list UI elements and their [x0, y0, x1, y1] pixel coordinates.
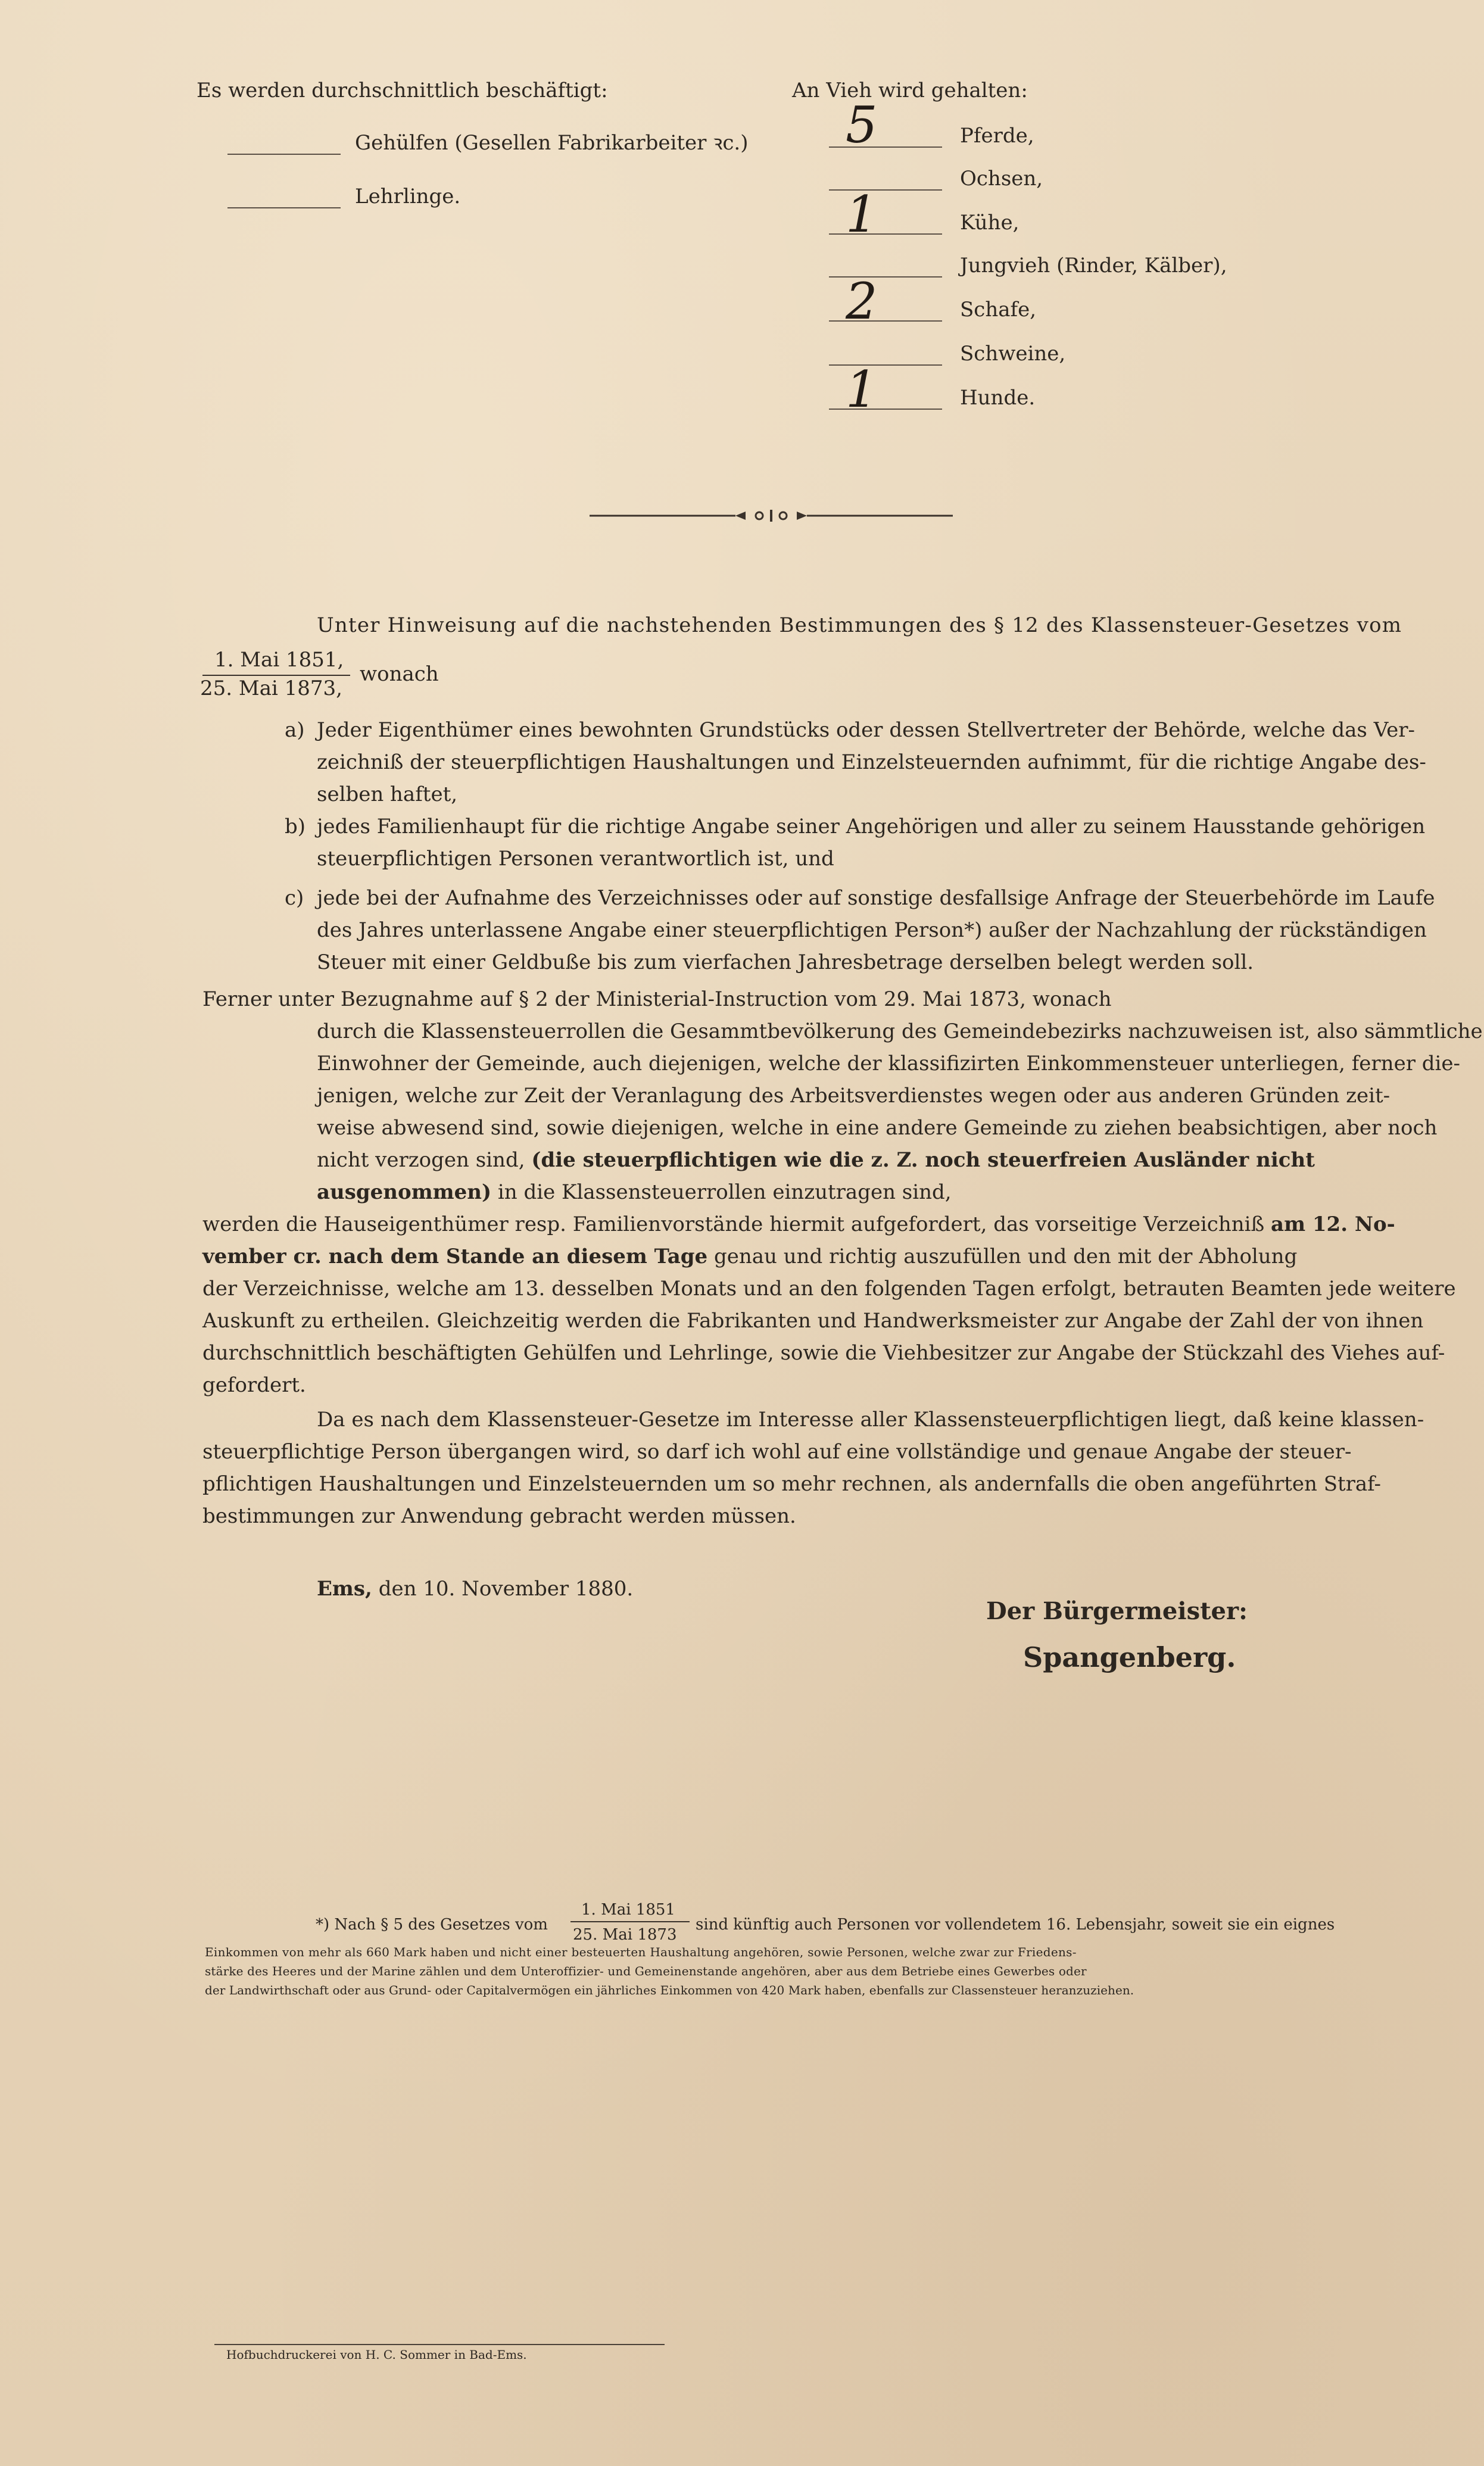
closing-line-4: gefordert.	[202, 1373, 306, 1397]
employment-label-2: Lehrlinge.	[355, 185, 461, 208]
vember-line	[202, 1245, 1297, 1268]
employment-heading: Es werden durchschnittlich beschäftigt:	[197, 79, 608, 102]
closing-line-2: Auskunft zu ertheilen. Gleichzeitig werden die Fabrikanten und Handwerksmeister zur Angabe der Zahl der von ihnen	[202, 1309, 1424, 1333]
ferner-sub-1: durch die Klassensteuerrollen die Gesammtbevölkerung des Gemeindebezirks nachzuweisen ist, also sämmtliche	[317, 1020, 1483, 1043]
dateline-place: Ems,	[317, 1577, 372, 1601]
footnote-date-top: 1. Mai 1851	[581, 1901, 675, 1919]
footnote-pre: *) Nach § 5 des Gesetzes vom	[316, 1916, 548, 1934]
closing-line-1: der Verzeichnisse, welche am 13. desselben Monats und an den folgenden Tagen erfolgt, betrauten Beamten jede weitere	[202, 1277, 1456, 1301]
footnote-line-3: der Landwirthschaft oder aus Grund- oder Capitalvermögen ein jährliches Einkommen von 420 Mark haben, ebenfalls zur Classensteuer heranzuziehen.	[205, 1983, 1134, 1997]
auslaender-bold: (die steuerpflichtigen wie die z. Z. noch steuerfreien Ausländer nicht	[531, 1148, 1315, 1172]
ausgenommen-rest: in die Klassensteuerrollen einzutragen sind,	[497, 1180, 952, 1204]
dateline-date: den 10. November 1880.	[378, 1577, 634, 1601]
vember-rest: genau und richtig auszufüllen und den mit der Abholung	[713, 1245, 1298, 1268]
printer-rule	[214, 2344, 665, 2345]
nicht-verzogen-text: nicht verzogen sind,	[317, 1148, 525, 1172]
ferner-line: Ferner unter Bezugnahme auf § 2 der Ministerial-Instruction vom 29. Mai 1873, wonach	[202, 987, 1112, 1011]
livestock-heading: An Vieh wird gehalten:	[792, 79, 1028, 102]
livestock-label-young-cattle: Jungvieh (Rinder, Kälber),	[960, 254, 1227, 278]
item-c-line-1: jede bei der Aufnahme des Verzeichnisses oder auf sonstige desfallsige Anfrage der Steuerbehörde im Laufe	[317, 886, 1435, 910]
item-b-line-2: steuerpflichtigen Personen verantwortlich ist, und	[317, 847, 834, 871]
da-line-3: pflichtigen Haushaltungen und Einzelsteuernden um so mehr rechnen, als andernfalls die oben angeführten Straf-	[202, 1472, 1382, 1496]
law-date-top: 1. Mai 1851,	[214, 648, 344, 672]
employment-blank-1[interactable]	[227, 154, 341, 155]
werden-text: werden die Hauseigenthümer resp. Familienvorstände hiermit aufgefordert, das vorseitige Verzeichniß	[202, 1212, 1265, 1236]
employment-blank-2[interactable]	[227, 207, 341, 208]
livestock-value-dogs: 1	[846, 360, 878, 419]
printer-imprint: Hofbuchdruckerei von H. C. Sommer in Bad-Ems.	[226, 2347, 527, 2362]
dateline	[317, 1577, 633, 1601]
closing-line-3: durchschnittlich beschäftigten Gehülfen und Lehrlinge, sowie die Viehbesitzer zur Angabe der Stückzahl des Viehes auf-	[202, 1341, 1445, 1365]
werden-line	[202, 1212, 1395, 1236]
da-line-2: steuerpflichtige Person übergangen wird, so darf ich wohl auf eine vollständige und genaue Angabe der steuer-	[202, 1440, 1352, 1464]
law-date-bar	[202, 675, 350, 676]
livestock-label-cows: Kühe,	[960, 211, 1020, 235]
wonach-text: wonach	[360, 662, 439, 686]
livestock-label-horses: Pferde,	[960, 124, 1034, 148]
ferner-sub-3: jenigen, welche zur Zeit der Veranlagung des Arbeitsverdienstes wegen oder aus anderen Gründen zeit-	[317, 1084, 1391, 1108]
item-b-line-1: jedes Familienhaupt für die richtige Angabe seiner Angehörigen und aller zu seinem Hausstande gehörigen	[317, 815, 1426, 838]
item-a-line-1: Jeder Eigenthümer eines bewohnten Grundstücks oder dessen Stellvertreter der Behörde, welche das Ver-	[317, 718, 1415, 742]
footnote-date-bar	[570, 1921, 690, 1922]
employment-label-1: Gehülfen (Gesellen Fabrikarbeiter ꝛc.)	[355, 131, 749, 155]
livestock-value-cows: 1	[846, 185, 878, 244]
footnote-post: sind künftig auch Personen vor vollendetem 16. Lebensjahr, soweit sie ein eignes	[696, 1916, 1335, 1934]
intro-line: Unter Hinweisung auf die nachstehenden Bestimmungen des § 12 des Klassensteuer-Gesetzes vom	[317, 613, 1402, 637]
item-a-line-3: selben haftet,	[317, 782, 458, 806]
livestock-value-horses: 5	[846, 96, 878, 154]
ferner-sub-4: weise abwesend sind, sowie diejenigen, welche in eine andere Gemeinde zu ziehen beabsichtigen, aber noch	[317, 1116, 1438, 1140]
livestock-blank-sheep[interactable]	[829, 320, 942, 322]
ausgenommen-line	[317, 1180, 952, 1204]
item-a-line-2: zeichniß der steuerpflichtigen Haushaltungen und Einzelsteuernden aufnimmt, für die richtige Angabe des-	[317, 750, 1426, 774]
footnote-date-bottom: 25. Mai 1873	[573, 1926, 677, 1944]
ornamental-divider	[590, 507, 953, 524]
livestock-blank-dogs[interactable]	[829, 409, 942, 410]
nicht-verzogen-line	[317, 1148, 1315, 1172]
livestock-label-oxen: Ochsen,	[960, 167, 1043, 191]
law-date-bottom: 25. Mai 1873,	[200, 676, 342, 700]
footnote-line-1: Einkommen von mehr als 660 Mark haben und nicht einer besteuerten Haushaltung angehören, sowie Personen, welche zwar zur Friedens-	[205, 1945, 1077, 1959]
item-c-line-2: des Jahres unterlassene Angabe einer steuerpflichtigen Person*) außer der Nachzahlung der rückständigen	[317, 918, 1427, 942]
livestock-blank-cows[interactable]	[829, 233, 942, 235]
ausgenommen-bold: ausgenommen)	[317, 1180, 492, 1204]
livestock-blank-horses[interactable]	[829, 146, 942, 148]
item-a-label: a)	[285, 718, 305, 742]
footnote-line-2: stärke des Heeres und der Marine zählen und dem Unteroffizier- und Gemeinenstande angehören, aber aus dem Betriebe eines Gewerbes oder	[205, 1964, 1087, 1978]
date-bold-end: vember cr. nach dem Stande an diesem Tage	[202, 1245, 708, 1268]
ferner-sub-2: Einwohner der Gemeinde, auch diejenigen, welche der klassifizirten Einkommensteuer unterliegen, ferner die-	[317, 1052, 1461, 1075]
date-bold-start: am 12. No-	[1271, 1212, 1395, 1236]
da-line-4: bestimmungen zur Anwendung gebracht werden müssen.	[202, 1504, 796, 1528]
da-line-1: Da es nach dem Klassensteuer-Gesetze im Interesse aller Klassensteuerpflichtigen liegt, daß keine klassen-	[317, 1408, 1424, 1432]
signature-title: Der Bürgermeister:	[986, 1597, 1248, 1625]
item-c-line-3: Steuer mit einer Geldbuße bis zum vierfachen Jahresbetrage derselben belegt werden soll.	[317, 950, 1254, 974]
livestock-label-pigs: Schweine,	[960, 342, 1066, 366]
item-c-label: c)	[285, 886, 304, 910]
signature-name: Spangenberg.	[1023, 1641, 1236, 1673]
item-b-label: b)	[285, 815, 306, 838]
livestock-value-sheep: 2	[846, 272, 878, 331]
livestock-label-dogs: Hunde.	[960, 386, 1036, 410]
livestock-label-sheep: Schafe,	[960, 298, 1037, 322]
